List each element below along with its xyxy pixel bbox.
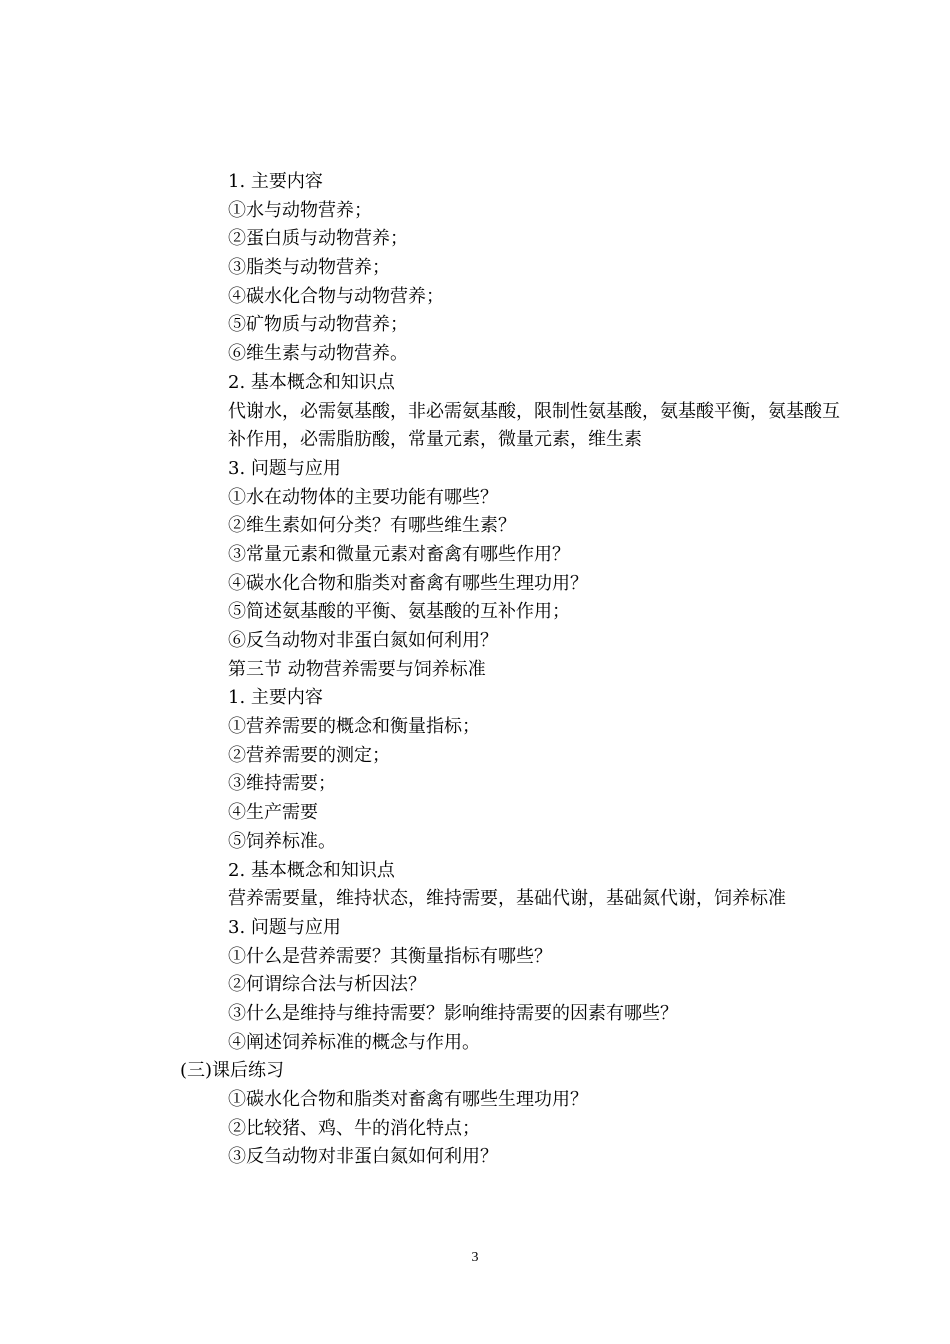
list-item: ①什么是营养需要？其衡量指标有哪些？ bbox=[228, 945, 552, 967]
heading-main-content: 1. 主要内容 bbox=[228, 171, 323, 192]
heading-concepts: 2. 基本概念和知识点 bbox=[228, 371, 395, 393]
list-item: ②何谓综合法与析因法？ bbox=[228, 974, 426, 996]
list-item: ④阐述饲养标准的概念与作用。 bbox=[228, 1031, 480, 1053]
page-number: 3 bbox=[471, 1250, 479, 1265]
list-item: ⑤饲养标准。 bbox=[228, 830, 336, 852]
list-item: ⑤简述氨基酸的平衡、氨基酸的互补作用； bbox=[228, 601, 570, 623]
list-item: ④生产需要 bbox=[228, 802, 318, 824]
heading-questions: 3. 问题与应用 bbox=[228, 457, 341, 479]
list-item: ②营养需要的测定； bbox=[228, 744, 390, 766]
heading-questions: 3. 问题与应用 bbox=[228, 916, 341, 938]
list-item: ④碳水化合物与动物营养； bbox=[228, 285, 444, 307]
concepts-paragraph: 营养需要量，维持状态，维持需要，基础代谢，基础氮代谢，饲养标准 bbox=[228, 888, 786, 910]
list-item: ③常量元素和微量元素对畜禽有哪些作用？ bbox=[228, 543, 570, 565]
list-item: ②比较猪、鸡、牛的消化特点； bbox=[228, 1117, 480, 1139]
heading-concepts: 2. 基本概念和知识点 bbox=[228, 859, 395, 881]
list-item: ①营养需要的概念和衡量指标； bbox=[228, 716, 480, 738]
list-item: ①碳水化合物和脂类对畜禽有哪些生理功用？ bbox=[228, 1089, 588, 1111]
list-item: ④碳水化合物和脂类对畜禽有哪些生理功用？ bbox=[228, 572, 588, 594]
list-item: ⑤矿物质与动物营养； bbox=[228, 314, 408, 336]
concepts-paragraph: 代谢水，必需氨基酸，非必需氨基酸，限制性氨基酸，氨基酸平衡，氨基酸互补作用，必需脂肪酸，常量元素，微量元素，维生素 bbox=[228, 400, 840, 451]
page-content bbox=[180, 168, 848, 1172]
list-item: ⑥反刍动物对非蛋白氮如何利用？ bbox=[228, 630, 498, 652]
list-item: ③什么是维持与维持需要？影响维持需要的因素有哪些？ bbox=[228, 1002, 678, 1024]
list-item: ③维持需要； bbox=[228, 773, 336, 795]
list-item: ⑥维生素与动物营养。 bbox=[228, 343, 408, 365]
exercises-heading: (三)课后练习 bbox=[180, 1060, 285, 1082]
list-item: ②维生素如何分类？有哪些维生素？ bbox=[228, 515, 516, 537]
heading-main-content: 1. 主要内容 bbox=[228, 687, 323, 709]
section-heading: 第三节 动物营养需要与饲养标准 bbox=[228, 658, 486, 680]
list-item: ③脂类与动物营养； bbox=[228, 257, 390, 279]
list-item: ①水与动物营养； bbox=[228, 199, 372, 221]
list-item: ③反刍动物对非蛋白氮如何利用？ bbox=[228, 1146, 498, 1168]
list-item: ①水在动物体的主要功能有哪些？ bbox=[228, 486, 498, 508]
list-item: ②蛋白质与动物营养； bbox=[228, 228, 408, 250]
